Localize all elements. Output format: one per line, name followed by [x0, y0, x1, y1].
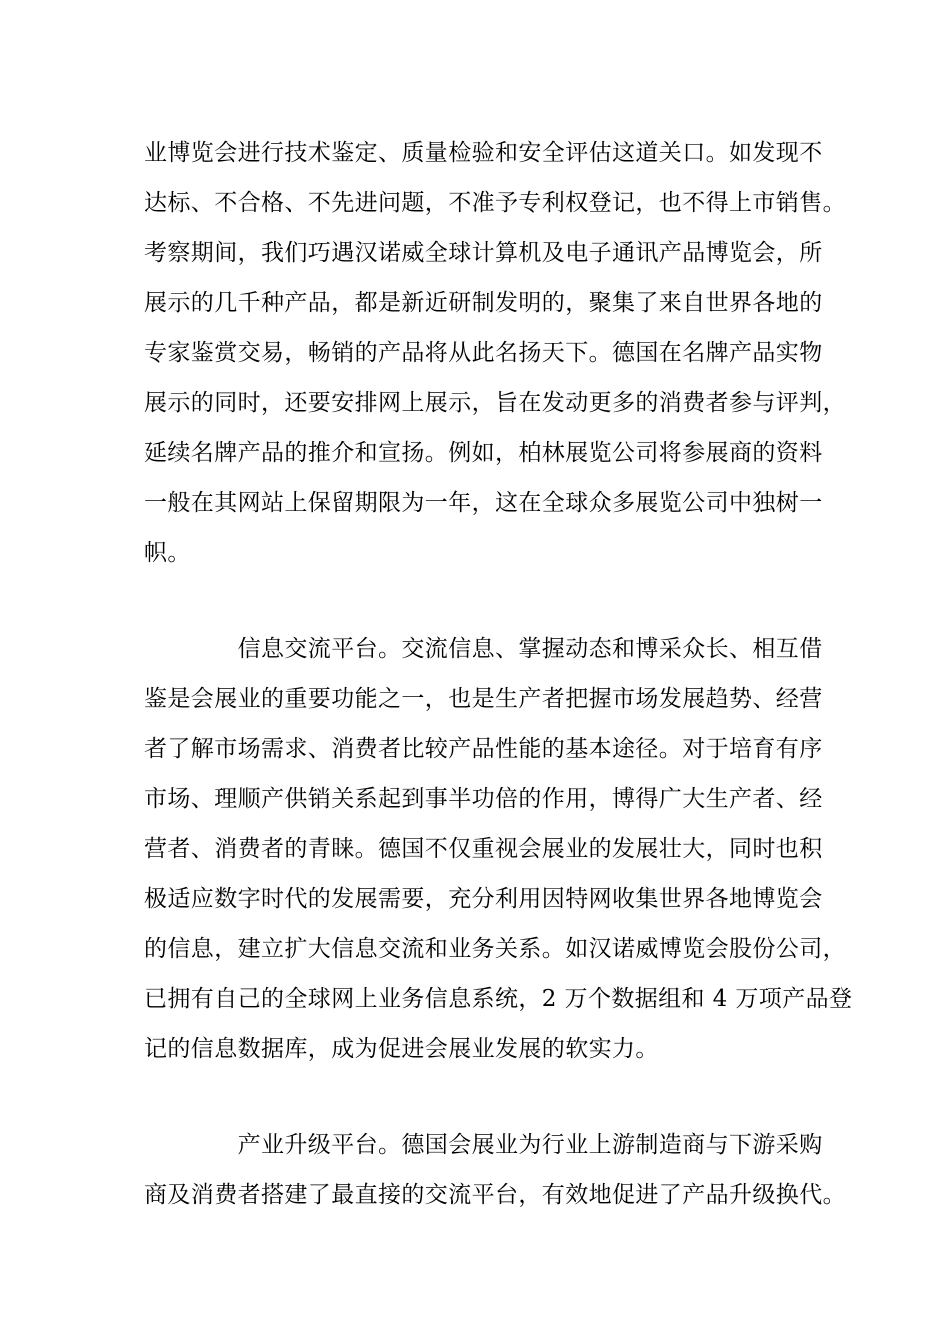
- paragraph-industry-upgrade: [144, 1120, 846, 1220]
- text-line: 一般在其网站上保留期限为一年，这在全球众多展览公司中独树一: [144, 490, 823, 516]
- text-line: 营者、消费者的青睐。德国不仅重视会展业的发展壮大，同时也积: [144, 836, 823, 862]
- paragraph-information-exchange: [144, 624, 853, 1074]
- text-line: 信息交流平台。交流信息、掌握动态和博采众长、相互借: [144, 636, 823, 662]
- text-line: 已拥有自己的全球网上业务信息系统，2 万个数据组和 4 万项产品登: [144, 986, 853, 1012]
- text-line: 帜。: [144, 540, 191, 566]
- text-line: 商及消费者搭建了最直接的交流平台，有效地促进了产品升级换代。: [144, 1182, 846, 1208]
- text-line: 产业升级平台。德国会展业为行业上游制造商与下游采购: [144, 1132, 823, 1158]
- text-line: 极适应数字时代的发展需要，充分利用因特网收集世界各地博览会: [144, 886, 823, 912]
- paragraph-product-display: [144, 128, 846, 578]
- text-line: 市场、理顺产供销关系起到事半功倍的作用，博得广大生产者、经: [144, 786, 823, 812]
- text-line: 展示的同时，还要安排网上展示，旨在发动更多的消费者参与评判，: [144, 390, 846, 416]
- text-line: 展示的几千种产品，都是新近研制发明的，聚集了来自世界各地的: [144, 290, 823, 316]
- text-line: 专家鉴赏交易，畅销的产品将从此名扬天下。德国在名牌产品实物: [144, 340, 823, 366]
- text-line: 鉴是会展业的重要功能之一，也是生产者把握市场发展趋势、经营: [144, 686, 823, 712]
- text-line: 延续名牌产品的推介和宣扬。例如，柏林展览公司将参展商的资料: [144, 440, 823, 466]
- text-line: 记的信息数据库，成为促进会展业发展的软实力。: [144, 1036, 659, 1062]
- text-line: 考察期间，我们巧遇汉诺威全球计算机及电子通讯产品博览会，所: [144, 240, 823, 266]
- text-line: 业博览会进行技术鉴定、质量检验和安全评估这道关口。如发现不: [144, 140, 823, 166]
- text-line: 的信息，建立扩大信息交流和业务关系。如汉诺威博览会股份公司，: [144, 936, 846, 962]
- text-line: 者了解市场需求、消费者比较产品性能的基本途径。对于培育有序: [144, 736, 823, 762]
- text-line: 达标、不合格、不先进问题，不准予专利权登记，也不得上市销售。: [144, 190, 846, 216]
